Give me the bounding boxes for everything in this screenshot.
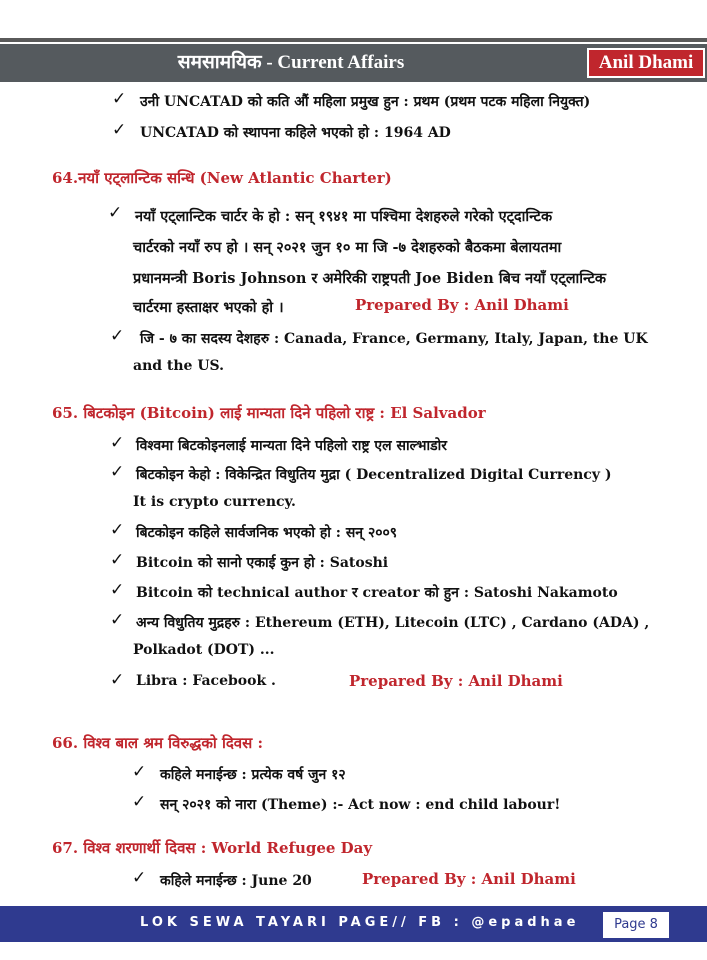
check-icon: ✓ <box>110 326 125 346</box>
bullet-text: जि - ७ का सदस्य देशहरु : Canada, France, Germany, Italy, Japan, the UK <box>140 331 648 347</box>
check-icon: ✓ <box>112 120 127 140</box>
footer-text: LOK SEWA TAYARI PAGE// FB : @epadhae <box>140 915 580 930</box>
bullet-text: Libra : Facebook . <box>136 673 276 689</box>
bullet-text: बिटकोइन कहिले सार्वजनिक भएको हो : सन् २००९ <box>136 525 398 541</box>
header-author-badge: Anil Dhami <box>587 48 705 78</box>
bullet-text: बिटकोइन केहो : विकेन्द्रित विधुतिय मुद्रा ( Decentralized Digital Currency ) <box>136 467 612 483</box>
bullet-text: उनी UNCATAD को कति औं महिला प्रमुख हुन : प्रथम (प्रथम पटक महिला नियुक्त) <box>140 94 591 110</box>
check-icon: ✓ <box>112 89 127 109</box>
check-icon: ✓ <box>110 433 125 453</box>
bullet-text: UNCATAD को स्थापना कहिले भएको हो : 1964 AD <box>140 125 451 141</box>
section-66-heading: 66. विश्व बाल श्रम विरुद्धको दिवस : <box>52 734 264 752</box>
check-icon: ✓ <box>108 203 123 223</box>
check-icon: ✓ <box>110 462 125 482</box>
check-icon: ✓ <box>110 670 125 690</box>
bullet-text: Polkadot (DOT) ... <box>133 642 275 658</box>
check-icon: ✓ <box>110 550 125 570</box>
section-65-heading: 65. बिटकोइन (Bitcoin) लाई मान्यता दिने पहिलो राष्ट्र : El Salvador <box>52 404 486 422</box>
bullet-text: नयाँ एट्लान्टिक चार्टर के हो : सन् १९४१ मा पश्चिमा देशहरुले गरेको एट्दान्टिक <box>135 208 553 225</box>
header-title: समसामयिक - Current Affairs <box>177 52 405 73</box>
bullet-text: कहिले मनाईन्छ : प्रत्येक वर्ष जुन १२ <box>160 767 346 783</box>
check-icon: ✓ <box>132 762 147 782</box>
top-rule <box>0 38 707 42</box>
page-footer <box>0 906 707 942</box>
check-icon: ✓ <box>110 610 125 630</box>
bullet-text: सन् २०२१ को नारा (Theme) :- Act now : end child labour! <box>160 797 561 813</box>
bullet-text: विश्वमा बिटकोइनलाई मान्यता दिने पहिलो राष्ट्र एल साल्भाडोर <box>136 438 447 454</box>
bullet-text: अन्य विधुतिय मुद्रहरु : Ethereum (ETH), Litecoin (LTC) , Cardano (ADA) , <box>136 615 650 631</box>
prepared-by-label: Prepared By : Anil Dhami <box>362 870 576 888</box>
section-67-heading: 67. विश्व शरणार्थी दिवस : World Refugee Day <box>52 839 373 857</box>
prepared-by-label: Prepared By : Anil Dhami <box>355 296 569 314</box>
check-icon: ✓ <box>132 868 147 888</box>
bullet-text: प्रधानमन्त्री Boris Johnson र अमेरिकी राष्ट्रपती Joe Biden बिच नयाँ एट्लान्टिक <box>133 270 607 287</box>
bullet-text: It is crypto currency. <box>133 494 296 510</box>
page-header <box>0 44 707 82</box>
bullet-text: चार्टरको नयाँ रुप हो । सन् २०२१ जुन १० मा जि -७ देशहरुको बैठकमा बेलायतमा <box>133 239 562 256</box>
bullet-text: and the US. <box>133 358 225 374</box>
page-number: Page 8 <box>603 912 669 938</box>
prepared-by-label: Prepared By : Anil Dhami <box>349 672 563 690</box>
bullet-text: कहिले मनाईन्छ : June 20 <box>160 873 312 889</box>
check-icon: ✓ <box>110 580 125 600</box>
check-icon: ✓ <box>110 520 125 540</box>
bullet-text: चार्टरमा हस्ताक्षर भएको हो । <box>133 299 284 316</box>
section-64-heading: 64.नयाँ एट्लान्टिक सन्धि (New Atlantic Charter) <box>52 169 392 187</box>
bullet-text: Bitcoin को technical author र creator को हुन : Satoshi Nakamoto <box>136 585 618 601</box>
check-icon: ✓ <box>132 792 147 812</box>
bullet-text: Bitcoin को सानो एकाई कुन हो : Satoshi <box>136 555 389 571</box>
